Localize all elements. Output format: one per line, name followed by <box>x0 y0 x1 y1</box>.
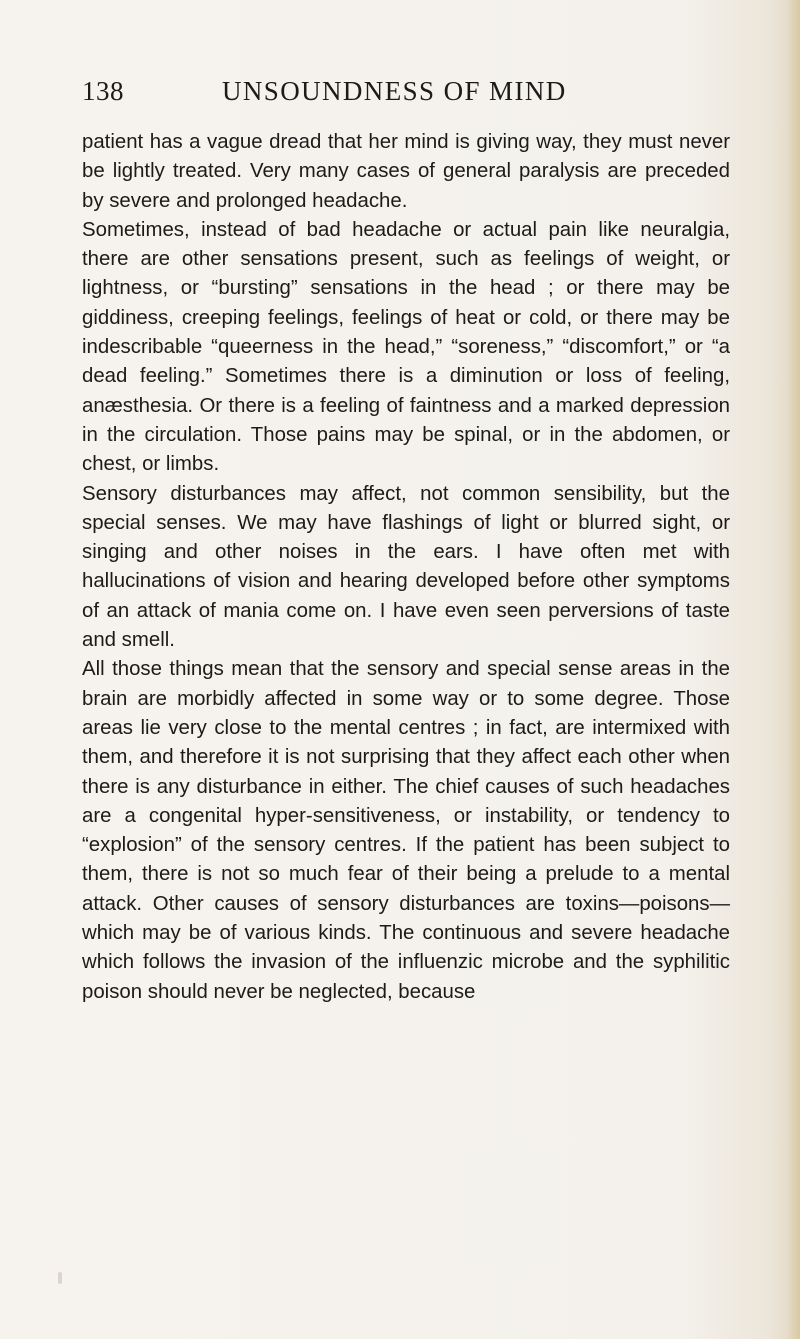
paragraph-3: Sensory disturbances may affect, not common sensibility, but the special senses. We may have flashings of light or blurred sight, or singing and other noises in the ears. I have often met with hallucinations of vision and hearing developed before other symptoms of an attack of mania come on. I have even seen perversions of taste and smell. <box>82 482 730 652</box>
paragraph-4: All those things mean that the sensory and special sense areas in the brain are morbidly affected in some way or to some degree. Those areas lie very close to the mental centres ; in fact, are intermixed with them, and therefore it is not surprising that they affect each other when there is any disturbance in either. The chief causes of such headaches are a congenital hyper-sensitiveness, or instability, or tendency to “explosion” of the sensory centres. If the patient has been subject to them, there is not so much fear of their being a prelude to a mental attack. Other causes of sensory disturbances are toxins—poisons—which may be of various kinds. The continuous and severe headache which follows the invasion of the influenzic microbe and the syphilitic poison should never be neglected, because <box>82 658 730 1003</box>
body-text <box>82 128 730 1007</box>
running-title: UNSOUNDNESS OF MIND <box>222 76 567 106</box>
paragraph-2: Sometimes, instead of bad headache or actual pain like neuralgia, there are other sensations present, such as feelings of weight, or lightness, or “bursting” sensations in the head ; or there may be giddiness, creeping feelings, feelings of heat or cold, or there may be indescribable “queerness in the head,” “soreness,” “discomfort,” or “a dead feeling.” Sometimes there is a diminution or loss of feeling, anæsthesia. Or there is a feeling of faintness and a marked depression in the circulation. Those pains may be spinal, or in the abdomen, or chest, or limbs. <box>82 218 730 476</box>
paragraph-1: patient has a vague dread that her mind is giving way, they must never be lightly treated. Very many cases of general paralysis are preceded by severe and prolonged headache. <box>82 131 730 212</box>
margin-mark <box>58 1272 62 1284</box>
page-header <box>82 76 730 116</box>
page-number: 138 <box>82 76 124 106</box>
page-edge-discoloration <box>786 0 800 1339</box>
